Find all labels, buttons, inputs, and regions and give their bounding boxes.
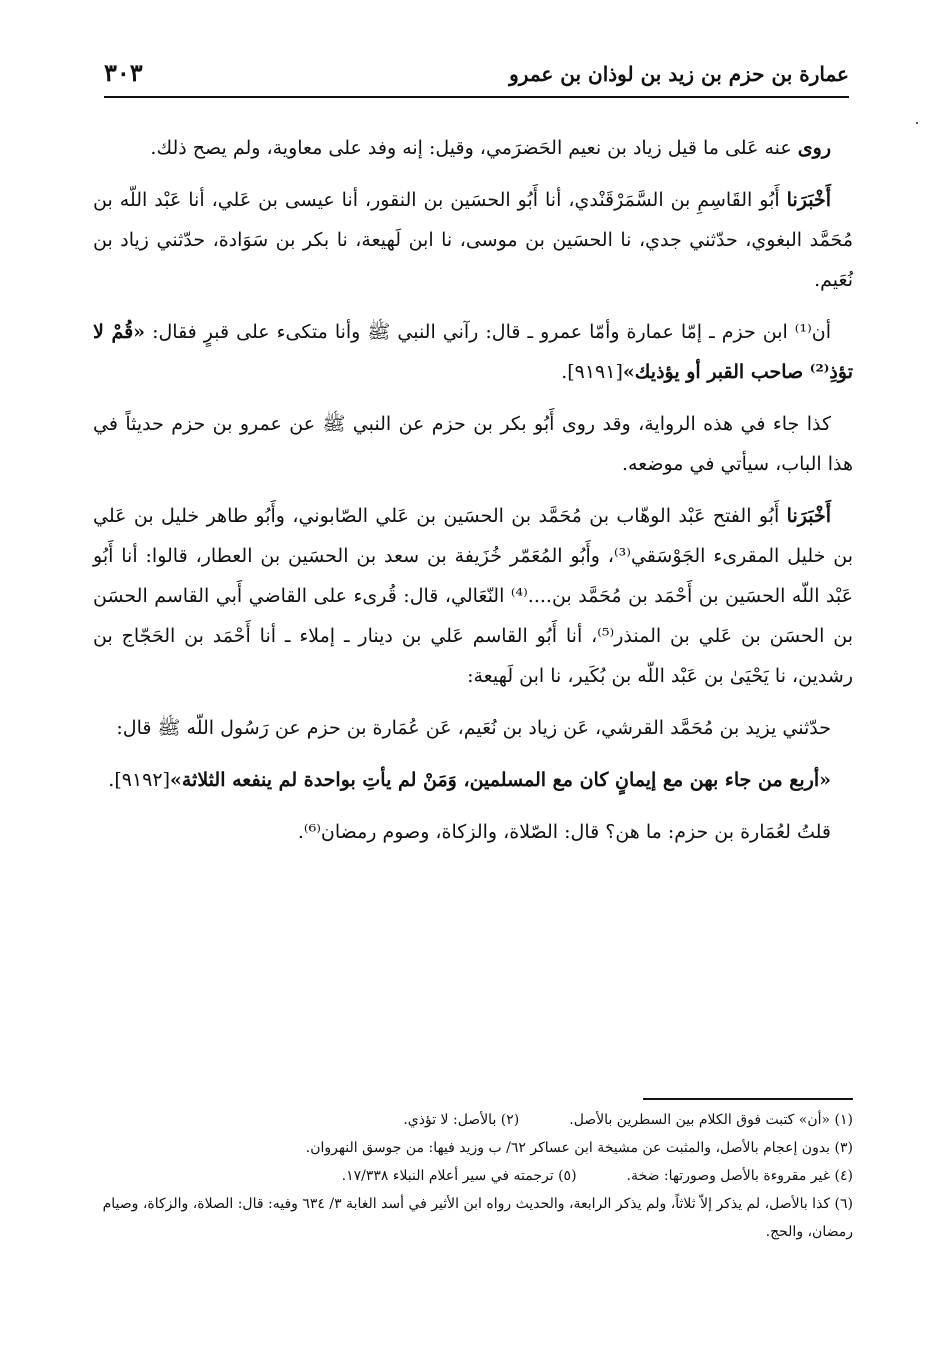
paragraph-isnad-2 xyxy=(93,496,853,696)
paragraph-lead-word: أَخْبَرَنا xyxy=(786,189,831,211)
paragraph-text: عنه عَلى ما قيل زياد بن نعيم الحَضرَمي، وقيل: إنه وفد على معاوية، ولم يصح ذلك. xyxy=(150,137,798,159)
footnotes xyxy=(93,1106,853,1246)
hadith-quote: «قُمْ لا تؤذِ⁽²⁾ صاحب القبر أو يؤذيك» xyxy=(93,321,853,383)
footnote: (١) «أن» كتبت فوق الكلام بين السطرين بالأصل. xyxy=(569,1112,853,1128)
paragraph-lead-word: روى xyxy=(797,137,831,159)
paragraph-text: أَبُو القَاسِمِ بن السَّمَرْقَنْدي، أنا أَبُو الحسَين بن النقور، أنا عيسى بن عَلي، أنا عَبْد اللّه بن مُحَمَّد البغوي، حدّثني جدي، نا الحسَين بن موسى، نا ابن لَهيعة، نا بكر بن سَوَادة، حدّثني زياد بن نُعَيم. xyxy=(93,189,853,291)
paragraph-chain-end xyxy=(93,708,853,748)
paragraph-question xyxy=(93,812,853,852)
paragraph-text: أَبُو الفتح عَبْد الوهّاب بن مُحَمَّد بن الحسَين بن عَلي الصّابوني، وأَبُو طاهر خليل بن عَلي بن خليل المقرىء الجَوْسَقي⁽³⁾، وأَبُو المُعَمّر خُزَيفة بن سعد بن الحسَين بن العطار، قالوا: أنا أَبُو عَبْد اللّه الحسَين بن أَحْمَد بن مُحَمَّد بن....⁽⁴⁾ النّعَالي، قال: قُرىء على القاضي أَبي القاسم الحسَن بن الحسَن بن عَلي بن المنذر⁽⁵⁾، أنا أَبُو القاسم عَلي بن دينار ـ إملاء ـ أنا أَحْمَد بن الحَجّاج بن رشدين، نا يَحْيَىٰ بن عَبْد اللّه بن بُكَير، نا ابن لَهيعة: xyxy=(93,505,853,687)
footnote-row xyxy=(93,1106,853,1134)
scan-speck xyxy=(916,122,918,124)
footnote-separator xyxy=(643,1098,853,1100)
paragraph-text: أن⁽¹⁾ ابن حزم ـ إمّا عمارة وأمّا عمرو ـ قال: رآني النبي ﷺ وأنا متكىء على قبرٍ فقال: xyxy=(145,321,831,343)
hadith-quote: «أربع من جاء بهن مع إيمانٍ كان مع المسلمين، وَمَنْ لم يأتِ بواحدة لم ينفعه الثلاثة» xyxy=(169,769,831,791)
footnote-row xyxy=(93,1134,853,1162)
paragraph-text: حدّثني يزيد بن مُحَمَّد القرشي، عَن زياد بن نُعَيم، عَن عُمَارة بن حزم عن رَسُول اللّه ﷺ قال: xyxy=(116,717,831,739)
footnote: (٣) بدون إعجام بالأصل، والمثبت عن مشيخة ابن عساكر ٦٢/ ب وزيد فيها: من جوسق النهروان. xyxy=(305,1140,853,1156)
main-text xyxy=(93,128,853,864)
paragraph-isnad-1 xyxy=(93,180,853,300)
page-number: ٣٠٣ xyxy=(104,58,143,87)
footnote: (٦) كذا بالأصل، لم يذكر إلاّ ثلاثاً، ولم يذكر الرابعة، والحديث رواه ابن الأثير في أسد الغابة ٣/ ٦٣٤ وفيه: قال: الصلاة، والزكاة، وصيام رمضان، والحج. xyxy=(102,1196,853,1240)
paragraph-text: كذا جاء في هذه الرواية، وقد روى أَبُو بكر بن حزم عن النبي ﷺ عن عمرو بن حزم حديثاً في هذا الباب، سيأتي في موضعه. xyxy=(93,413,853,475)
footnote: (٤) غير مقروءة بالأصل وصورتها: ضخة. xyxy=(626,1168,853,1184)
hadith-number: [٩١٩٢]. xyxy=(108,769,170,791)
paragraph-lead-word: أَخْبَرَنا xyxy=(786,505,831,527)
paragraph-commentary xyxy=(93,404,853,484)
paragraph-hadith-2 xyxy=(93,760,853,800)
paragraph-narration-note xyxy=(93,128,853,168)
footnote: (٥) ترجمته في سير أعلام النبلاء ١٧/٣٣٨. xyxy=(341,1168,577,1184)
paragraph-text: قلتُ لعُمَارة بن حزم: ما هن؟ قال: الصّلاة، والزكاة، وصوم رمضان⁽⁶⁾. xyxy=(297,821,831,843)
page-header xyxy=(104,52,849,98)
hadith-number: [٩١٩١]. xyxy=(561,361,623,383)
running-head: عمارة بن حزم بن زيد بن لوذان بن عمرو xyxy=(509,62,849,86)
paragraph-hadith-1 xyxy=(93,312,853,392)
footnote: (٢) بالأصل: لا تؤذي. xyxy=(403,1112,520,1128)
footnote-row xyxy=(93,1162,853,1190)
